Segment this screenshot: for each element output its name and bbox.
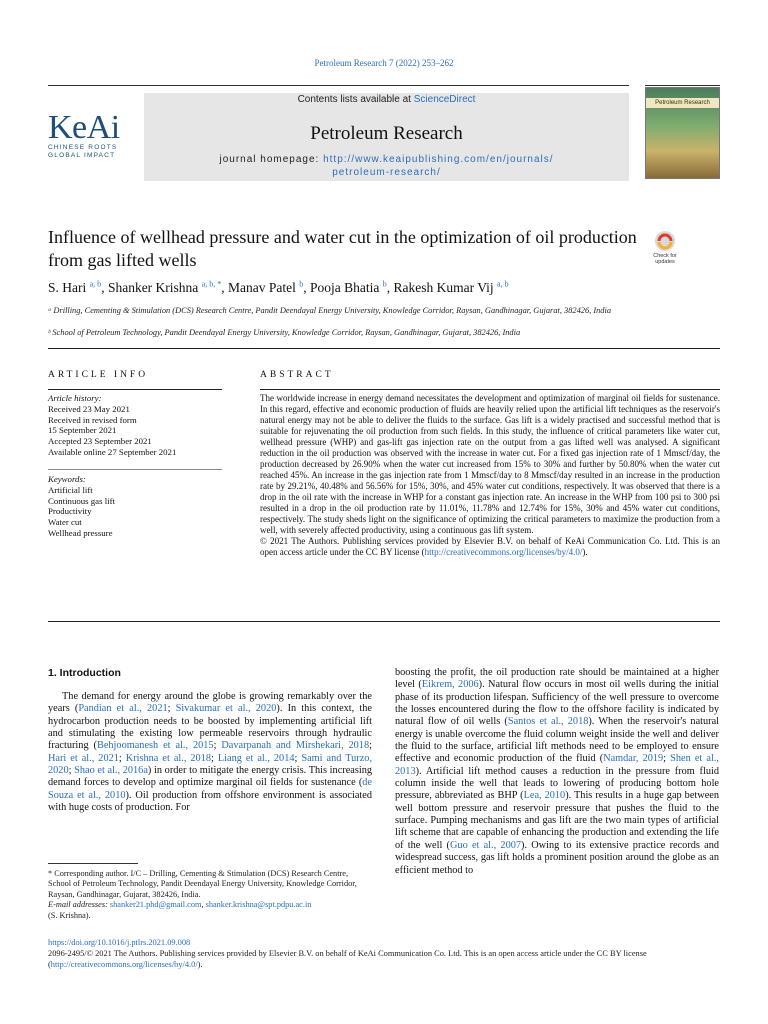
- author-1[interactable]: S. Hari $^{a, b}$,: [48, 279, 108, 295]
- check-updates-icon: [645, 229, 685, 253]
- keai-logo[interactable]: [48, 109, 138, 160]
- history-heading: Article history:: [48, 393, 102, 403]
- citation-link[interactable]: Eikrem, 2006: [421, 679, 479, 691]
- citation-link[interactable]: de Souza et al., 2010: [48, 777, 372, 801]
- email-link-2[interactable]: shanker.krishna@spt.pdpu.ac.in: [205, 900, 312, 910]
- body-text: ). Oil production from offshore environment is associated with huge costs of production. For: [48, 789, 372, 814]
- cover-title: Petroleum Research: [646, 98, 719, 108]
- body-text: ). Artificial lift method causes a reduction in the pressure from fluid column inside the well that leads to lowering of producing bottom hole pressure, abbreviated as BHP (: [395, 765, 719, 802]
- article-history: [48, 393, 238, 458]
- citation-link[interactable]: Sami and Turzo, 2020: [48, 752, 373, 777]
- email-separator: ,: [201, 900, 206, 910]
- body-text: ;: [68, 765, 75, 777]
- citation-link[interactable]: Lea, 2010: [523, 790, 566, 802]
- citation-link[interactable]: Behjoomanesh et al., 2015: [96, 740, 214, 752]
- contents-available: [144, 94, 629, 105]
- corresponding-text: * Corresponding author. I/C – Drilling, Cementing & Stimulation (DCS) Research Centre, School of Petroleum Technology, Pandit Deendayal Energy University, Knowledge Corridor, Raysan, Gandhinagar, Gujarat, 382426, India.: [48, 869, 357, 899]
- abstract-rule: [260, 389, 720, 390]
- body-text: The demand for energy around the globe is growing remarkably over the years (: [48, 691, 372, 715]
- citation-link[interactable]: Shen et al., 2013: [395, 753, 719, 777]
- citation-link[interactable]: Namdar, 2019: [603, 753, 664, 765]
- affiliation-b: ᵇ School of Petroleum Technology, Pandit Deendayal Energy University, Knowledge Corridor, Raysan, Gandhinagar, Gujarat, 382426, India: [48, 328, 521, 337]
- history-accepted: Accepted 23 September 2021: [48, 436, 152, 447]
- check-updates-label: Check for updates: [653, 253, 677, 265]
- citation-link[interactable]: Santos et al., 2018: [507, 716, 589, 728]
- keyword: Wellhead pressure: [48, 527, 113, 538]
- abstract-bottom-rule: [48, 621, 720, 622]
- journal-cover-image: [645, 87, 720, 179]
- homepage-prefix: journal homepage:: [219, 154, 324, 165]
- email-owner: (S. Krishna).: [48, 910, 91, 920]
- body-text: ). In this context, the hydrocarbon production needs to be boosted by implementing artificial lift and stimulating the existing low permeable reservoirs through hydraulic fracturing (: [48, 703, 372, 752]
- body-text: ;: [167, 703, 176, 715]
- history-received: Received 23 May 2021: [48, 403, 130, 414]
- keywords: [48, 474, 238, 539]
- author-4[interactable]: Pooja Bhatia $^b$,: [309, 279, 394, 295]
- sciencedirect-link[interactable]: ScienceDirect: [413, 94, 476, 105]
- intro-column-right: [395, 667, 719, 877]
- citation-link[interactable]: Davarpanah and Mirshekari, 2018: [221, 740, 370, 752]
- affiliation-rule: [48, 348, 720, 349]
- journal-title: Petroleum Research: [310, 123, 463, 144]
- citation-link[interactable]: Krishna et al., 2018: [125, 752, 211, 764]
- body-text: ). This results in a huge gap between well bottom pressure and reservoir pressure that pushes the fluid to the surface. Pumping mechanisms and gas lift are the two main types of artificial lift scheme that are capable of enhancing the production and extending the life of the well (: [395, 790, 719, 851]
- citation-link[interactable]: Liang et al., 2014: [217, 752, 295, 764]
- body-text: ). When the reservoir's natural energy is unable overcome the fluid column weight inside the well and deliver the fluid to the surface, artificial lift methods need to be employed to ensure effective and economic production of the fluid (: [395, 716, 720, 765]
- intro-column-left: [48, 691, 372, 814]
- citation-link[interactable]: Hari et al., 2021: [48, 752, 119, 764]
- keyword: Water cut: [48, 517, 82, 528]
- citation-link[interactable]: Shao et al., 2016a: [74, 765, 148, 777]
- body-text: ). Owing to its extensive practice records and widespread success, gas lift holds a prominent position around the globe as an efficient method to: [395, 839, 719, 876]
- check-for-updates-badge[interactable]: [645, 229, 685, 267]
- history-revised: Received in revised form: [48, 414, 137, 425]
- keyword: Productivity: [48, 506, 92, 517]
- email-link-1[interactable]: shanker21.phd@gmail.com: [109, 900, 202, 910]
- article-info-heading: ARTICLE INFO: [48, 370, 149, 380]
- article-title: Influence of wellhead pressure and water cut in the optimization of oil production from gas lifted wells: [48, 227, 637, 270]
- abstract-copyright-end: ).: [582, 547, 588, 557]
- author-list: [48, 279, 509, 296]
- logo-tagline-2: GLOBAL IMPACT: [48, 152, 116, 159]
- history-online: Available online 27 September 2021: [48, 446, 177, 457]
- abstract-text: The worldwide increase in energy demand necessitates the development and optimization of marginal oil fields for sustenance. In this regard, effective and economic production of fluids are heavily relied upon the artificial lift techniques as the reservoir's natural energy may not be able to deliver the fluids to the surface. Gas lift is a widely practised and successful method that is suitable for rejuvenating the oil production from such fields. In this study, the influence of critical parameters like water cut, wellhead pressure (WHP) and gas-lift gas injection rate on the output from a gas lifted well was analysed. A significant reduction in the oil production was observed with the increase in water cut. For a fixed gas injection rate of 1 Mmscf/day, the production decreased by 26.90% when the water cut increased from 15% to 30% and further by 50.80% when the water cut reached 45%. An increase in the gas injection rate from 1 Mmscf/day to 8 Mmscf/day resulted in an increase in the production rate by 29.21%, 40.48% and 56.56% for 15%, 30%, and 45% water cut conditions, respectively. It was observed that there is a drop in the oil rate with the increase in WHP for a constant gas injection rate. An increase in the WHP from 100 psi to 300 psi resulted in a drop in the oil production rate by 11.01%, 11.78% and 12.74% for 15%, 30% and 45% water cut conditions, respectively. The study sheds light on the significance of optimizing the critical parameters to maximize the production from a well, with severely affected productivity, using a continuous gas lift system.: [260, 393, 720, 535]
- issn-license-link[interactable]: http://creativecommons.org/licenses/by/4.0/: [50, 959, 198, 969]
- section-heading-introduction: 1. Introduction: [48, 667, 121, 679]
- logo-tagline-1: CHINESE ROOTS: [48, 144, 118, 151]
- email-label: E-mail addresses:: [48, 900, 110, 910]
- body-text: ;: [211, 752, 218, 764]
- body-text: ;: [369, 740, 372, 752]
- logo-wordmark: KeAi: [48, 109, 120, 146]
- body-text: ) in order to mitigate the energy crisis. This increasing demand forces to develop and optimize marginal oil fields for sustenance (: [48, 765, 372, 789]
- body-text: boosting the profit, the oil production rate should be maintained at a higher level (: [395, 667, 719, 691]
- citation-link[interactable]: Sivakumar et al., 2020: [175, 703, 277, 715]
- keyword: Artificial lift: [48, 484, 93, 495]
- author-2[interactable]: Shanker Krishna $^{a, b, *}$,: [107, 279, 228, 295]
- affiliation-a: ᵃ Drilling, Cementing & Stimulation (DCS) Research Centre, Pandit Deendayal Energy University, Knowledge Corridor, Raysan, Gandhinagar, Gujarat, 382426, India: [48, 306, 612, 315]
- homepage-link[interactable]: http://www.keaipublishing.com/en/journals/: [323, 154, 554, 165]
- citation-link[interactable]: Guo et al., 2007: [450, 839, 522, 851]
- journal-reference[interactable]: Petroleum Research 7 (2022) 253–262: [314, 58, 454, 68]
- article-info-rule: [48, 389, 222, 390]
- author-5[interactable]: Rakesh Kumar Vij $^{a, b}$: [393, 279, 509, 295]
- issn-end: ).: [197, 959, 203, 969]
- issn-text: 2096-2495/© 2021 The Authors. Publishing services provided by Elsevier B.V. on behalf of KeAi Communication Co. Ltd. This is an open access article under the CC BY license (: [48, 949, 647, 969]
- issn-license: [48, 949, 720, 970]
- keyword: Continuous gas lift: [48, 495, 115, 506]
- homepage-link-cont[interactable]: petroleum-research/: [332, 167, 441, 178]
- body-text: ). Natural flow occurs in most oil wells during the initial phase of its production lifespan. Sufficiency of the well pressure to overcome the losses encountered during the flow to the offshore facility is indicated by natural flow of oil wells (: [395, 679, 720, 728]
- body-text: ;: [663, 753, 671, 765]
- keywords-heading: Keywords:: [48, 474, 86, 484]
- history-revised-date: 15 September 2021: [48, 425, 117, 436]
- contents-prefix: Contents lists available at: [297, 94, 414, 105]
- abstract-copyright: © 2021 The Authors. Publishing services provided by Elsevier B.V. on behalf of KeAi Communication Co. Ltd. This is an open access article under the CC BY license (: [260, 536, 720, 557]
- journal-homepage: [144, 153, 629, 179]
- header-rule-right: [645, 85, 720, 86]
- journal-banner: [144, 93, 629, 181]
- intro-paragraph-cont: [395, 667, 719, 877]
- corresponding-author-footnote: [48, 869, 372, 921]
- abstract-heading: ABSTRACT: [260, 370, 334, 380]
- intro-paragraph: [48, 691, 372, 814]
- keywords-rule: [48, 469, 222, 470]
- body-text: ;: [294, 752, 302, 764]
- body-text: ;: [213, 740, 222, 752]
- license-link[interactable]: http://creativecommons.org/licenses/by/4.0/: [424, 547, 583, 557]
- footnote-rule: [48, 863, 138, 864]
- doi-link[interactable]: https://doi.org/10.1016/j.ptlrs.2021.09.008: [48, 938, 191, 947]
- citation-link[interactable]: Pandian et al., 2021: [78, 703, 168, 715]
- author-3[interactable]: Manav Patel $^b$,: [227, 279, 310, 295]
- body-text: ;: [118, 752, 126, 764]
- abstract-body: [260, 393, 720, 558]
- header-rule: [48, 85, 629, 86]
